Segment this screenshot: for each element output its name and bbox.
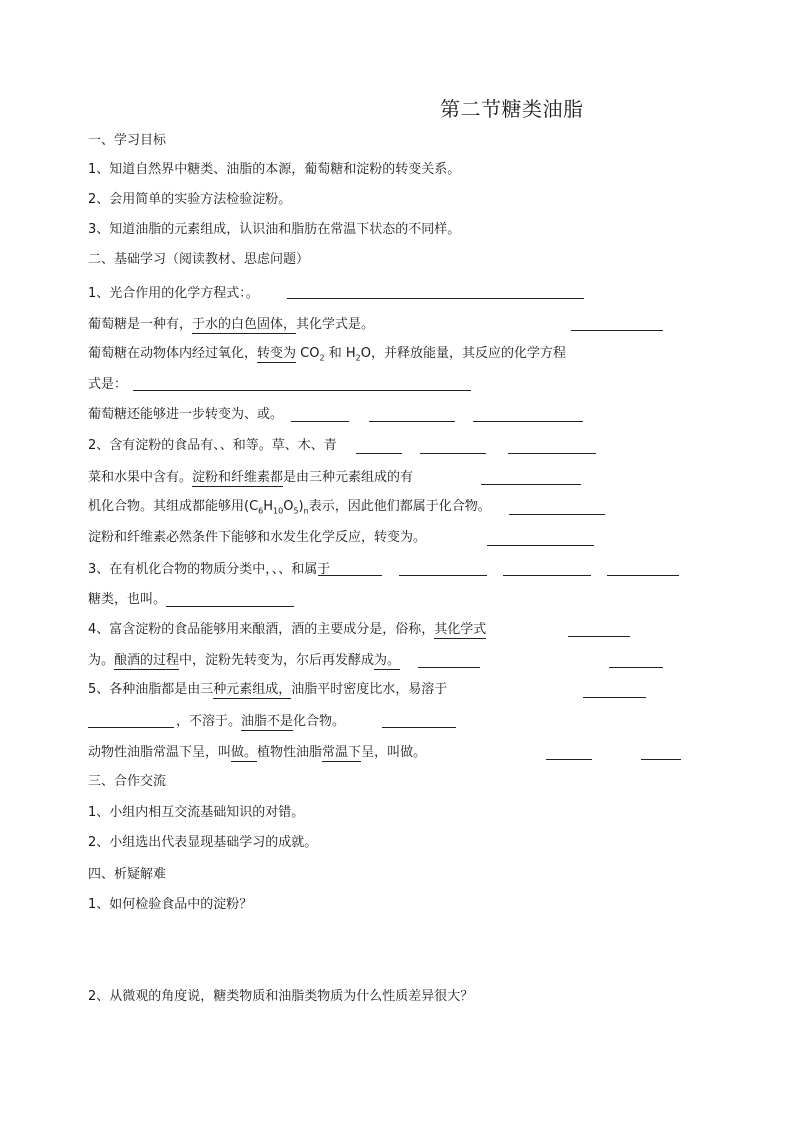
text-segment: 和 H: [328, 346, 356, 361]
answer-blank[interactable]: [641, 759, 681, 760]
underlined-text: 做。: [231, 745, 258, 760]
question-brewing: [88, 621, 486, 639]
text-segment: 动物性油脂常温下呈，叫: [88, 745, 232, 760]
text-segment: 植物性油脂: [257, 745, 323, 760]
answer-blank[interactable]: [382, 727, 456, 728]
answer-blank[interactable]: [418, 667, 480, 668]
question-photosynthesis: 1、光合作用的化学方程式：。: [88, 286, 259, 301]
answer-blank[interactable]: [571, 330, 663, 331]
answer-blank[interactable]: [481, 484, 581, 485]
cooperation-item: 2、小组选出代表显现基础学习的成就。: [88, 835, 318, 850]
text-segment: O: [283, 499, 294, 514]
text-segment: 机化合物。其组成都能够用(C: [88, 499, 259, 514]
text-segment: 为。: [88, 653, 115, 668]
question-oxidation: [88, 345, 566, 368]
underlined-text: 酿酒的过程: [114, 653, 180, 668]
answer-blank[interactable]: [509, 514, 605, 515]
text-segment: 其化学式是。: [296, 317, 375, 332]
answer-blank[interactable]: [607, 575, 679, 576]
text-segment: 呈，叫做。: [361, 745, 427, 760]
section-heading-objectives: 一、学习目标: [88, 133, 167, 148]
answer-blank[interactable]: [166, 606, 294, 607]
cooperation-item: 1、小组内相互交流基础知识的对错。: [88, 805, 305, 820]
answer-blank[interactable]: [583, 697, 646, 698]
answer-blank[interactable]: [568, 636, 630, 637]
objective-item: 1、知道自然界中糖类、油脂的本源，葡萄糖和淀粉的转变关系。: [88, 162, 461, 177]
difficult-question: 1、如何检验食品中的淀粉？: [88, 897, 253, 912]
answer-blank[interactable]: [287, 298, 584, 299]
section-heading-difficult: 四、析疑解难: [88, 867, 167, 882]
question-starch-line2: [88, 469, 413, 487]
text-segment: 葡萄糖在动物体内经过氧化，: [88, 346, 258, 361]
question-glucose: [88, 316, 374, 334]
underlined-text: 淀粉和纤维素都: [192, 470, 284, 485]
section-heading-cooperation: 三、合作交流: [88, 774, 167, 789]
underlined-text: 种元素组成，: [213, 682, 292, 697]
subscript: 2: [319, 353, 325, 363]
subscript: 2: [355, 353, 361, 363]
subscript: n: [303, 506, 309, 516]
answer-blank[interactable]: [133, 390, 471, 391]
question-further-conversion: 葡萄糖还能够进一步转变为、或。: [88, 407, 284, 422]
section-heading-basics: 二、基础学习（阅读教材、思虑问题）: [88, 252, 310, 267]
question-fats-line3: [88, 744, 426, 762]
text-segment: ，不溶于。: [176, 714, 242, 729]
answer-blank[interactable]: [356, 453, 402, 454]
answer-blank[interactable]: [473, 421, 583, 422]
question-fats: [88, 681, 447, 699]
underlined-text: 于水的白色固体，: [192, 317, 297, 332]
answer-blank[interactable]: [291, 421, 349, 422]
text-segment: 葡萄糖是一种有，: [88, 317, 193, 332]
question-starch-line3: [88, 498, 491, 521]
objective-item: 2、会用简单的实验方法检验淀粉。: [88, 192, 292, 207]
text-segment: 菜和水果中含有。: [88, 470, 193, 485]
answer-blank[interactable]: [420, 453, 486, 454]
question-fats-line2: [176, 713, 345, 731]
question-carbohydrates: 3、在有机化合物的物质分类中，、、和属于: [88, 562, 331, 577]
text-segment: 是由三种元素组成的有: [283, 470, 414, 485]
question-starch-foods: 2、含有淀粉的食品有、、和等。草、木、青: [88, 438, 337, 453]
underlined-text: 常温下: [322, 745, 362, 760]
subscript: 5: [293, 506, 299, 516]
answer-blank[interactable]: [487, 545, 594, 546]
answer-blank[interactable]: [609, 667, 663, 668]
text-segment: 油脂平时密度比水，易溶于: [291, 682, 448, 697]
text-segment: O，并释放能量，其反应的化学方程: [360, 346, 566, 361]
answer-blank[interactable]: [503, 575, 591, 576]
underlined-text: 为。: [374, 653, 401, 668]
answer-blank[interactable]: [369, 421, 455, 422]
underlined-text: 油脂不是: [241, 714, 294, 729]
underlined-text: 其化学式: [434, 622, 487, 637]
question-carbohydrates-line2: 糖类，也叫。: [88, 592, 167, 607]
question-starch-line4: 淀粉和纤维素必然条件下能够和水发生化学反应，转变为。: [88, 530, 427, 545]
text-segment: ): [298, 499, 304, 514]
text-segment: H: [263, 499, 274, 514]
text-segment: 化合物。: [293, 714, 346, 729]
subscript: 10: [273, 506, 284, 516]
text-segment: 中，淀粉先转变为，尔后再发酵成: [179, 653, 375, 668]
answer-blank[interactable]: [508, 453, 596, 454]
objective-item: 3、知道油脂的元素组成，认识油和脂肪在常温下状态的不同样。: [88, 222, 461, 237]
text-segment: 表示，因此他们都属于化合物。: [308, 499, 491, 514]
text-segment: CO: [300, 346, 320, 361]
difficult-question: 2、从微观的角度说，糖类物质和油脂类物质为什么性质差异很大？: [88, 989, 474, 1004]
answer-blank[interactable]: [318, 575, 382, 576]
answer-blank[interactable]: [399, 575, 487, 576]
underlined-text: 转变为: [257, 346, 297, 361]
text-segment: 4、富含淀粉的食品能够用来酿酒，酒的主要成分是，俗称，: [88, 622, 435, 637]
text-segment: 5、各种油脂都是由三: [88, 682, 214, 697]
answer-blank[interactable]: [88, 727, 174, 728]
page-title: 第二节糖类油脂: [440, 97, 584, 121]
formula-label: 式是：: [88, 377, 128, 392]
answer-blank[interactable]: [546, 759, 592, 760]
subscript: 6: [258, 506, 264, 516]
question-brewing-line2: [88, 652, 400, 670]
